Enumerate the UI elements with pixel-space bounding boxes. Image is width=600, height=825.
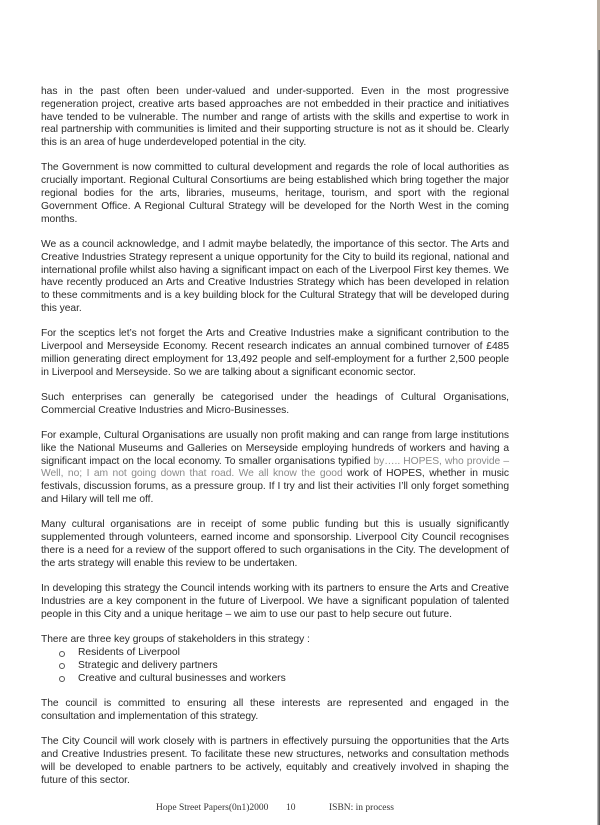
list-item — [59, 647, 509, 660]
paragraph-partners: The City Council will work closely with is partners in effectively pursuing the opportunities that the Arts and Creative Industries present. To facilitate these new structures, networks and consultation methods will be developed to enable partners to be actively, equitably and creatively involved in shaping the future of this sector. — [41, 736, 509, 786]
example-text-1: For example, Cultural Organisations are usually non profit making and can range from large institutions like the National Museums and Galleries on Merseyside employing hundreds of workers and having a significant impact on the local economy. To smaller organisations typified — [41, 430, 509, 467]
example-text-faded: by….. HOPES, who provide – Well, no; I am not going down that road. We all know the good — [41, 455, 509, 480]
paragraph-council-acknowledge: We as a council acknowledge, and I admit maybe belatedly, the importance of this sector. The Arts and Creative Industries Strategy represent a unique opportunity for the City to build its regional, national and international profile whilst also having a significant impact on each of the Liverpool First key themes. We have recently produced an Arts and Creative Industries Strategy which has been developed in relation to these commitments and is a key building block for the Cultural Strategy that will be developed during this year. — [41, 238, 509, 314]
footer-publication: Hope Street Papers(0n1)2000 — [156, 803, 269, 813]
footer-isbn: ISBN: in process — [329, 803, 394, 813]
footer-page-number: 10 — [286, 803, 296, 813]
paragraph-committed: The council is committed to ensuring all these interests are represented and engaged in the consultation and implementation of this strategy. — [41, 698, 509, 722]
list-item — [59, 673, 509, 686]
paragraph-funding: Many cultural organisations are in receipt of some public funding but this is usually significantly supplemented through volunteers, earned income and sponsorship. Liverpool City Council recognises there is a need for a review of the support offered to such organisations in the City. The development of the arts strategy will enable this review to be undertaken. — [41, 519, 509, 569]
paragraph-example — [41, 430, 509, 507]
list-item-text: Residents of Liverpool — [78, 647, 180, 659]
list-item-text: Creative and cultural businesses and workers — [78, 672, 286, 684]
hollow-bullet-icon — [59, 676, 65, 682]
paragraph-enterprises: Such enterprises can generally be categorised under the headings of Cultural Organisations, Commercial Creative Industries and Micro-Businesses. — [41, 391, 509, 416]
hollow-bullet-icon — [59, 663, 65, 669]
list-item — [59, 660, 509, 673]
example-text-2: work of HOPES, whether in music festivals, discussion forums, as a pressure group. If I try and list their activities I’ll only forget something and Hilary will tell me off. — [41, 468, 510, 506]
document-body — [41, 86, 509, 800]
stakeholder-list — [41, 647, 509, 685]
hollow-bullet-icon — [59, 651, 65, 657]
paragraph-undervalued: has in the past often been under-valued and under-supported. Even in the most progressive regeneration project, creative arts based approaches are not embedded in their practice and initiatives have tended to be vulnerable. The number and range of artists with the skills and expertise to work in real partnership with communities is limited and their supporting structure is not as it should be. Clearly this is an area of huge underdeveloped potential in the city. — [41, 86, 509, 149]
list-item-text: Strategic and delivery partners — [78, 659, 218, 671]
paragraph-developing-strategy: In developing this strategy the Council intends working with its partners to ensure the Arts and Creative Industries are a key component in the future of Liverpool. We have a significant population of talented people in this City and a unique heritage – we aim to use our past to help secure out future. — [41, 583, 509, 620]
paragraph-stakeholders-intro: There are three key groups of stakeholders in this strategy : — [41, 633, 310, 645]
paragraph-economy: For the sceptics let’s not forget the Arts and Creative Industries make a significant contribution to the Liverpool and Merseyside Economy. Recent research indicates an annual combined turnover of £485 million generating direct employment for 13,492 people and self-employment for a further 2,500 people in Liverpool and Merseyside. So we are talking about a significant economic sector. — [41, 328, 509, 378]
paragraph-government: The Government is now committed to cultural development and regards the role of local authorities as crucially important. Regional Cultural Consortiums are being established which bring together the major regional bodies for the arts, libraries, museums, heritage, tourism, and sport with the regional Government Office. A Regional Cultural Strategy will be developed for the North West in the coming months. — [41, 162, 509, 225]
